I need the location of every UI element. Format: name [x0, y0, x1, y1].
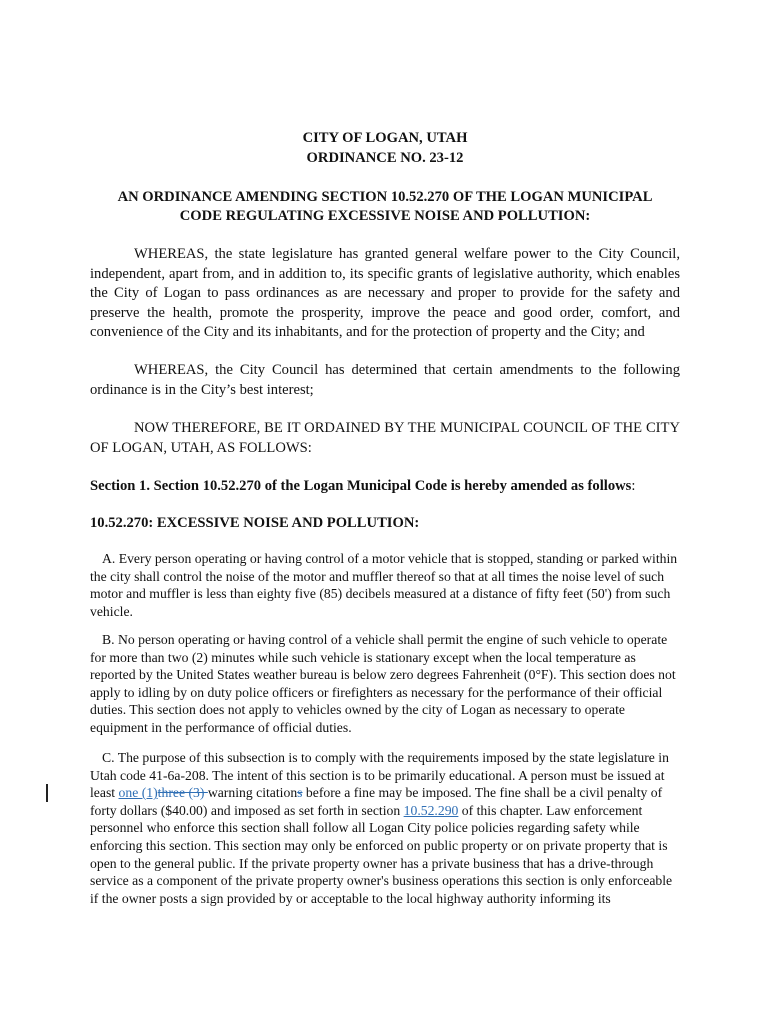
section-heading: 10.52.270: EXCESSIVE NOISE AND POLLUTION:	[90, 515, 420, 531]
paragraph-c-part-2: warning citation	[207, 785, 298, 801]
city-heading: CITY OF LOGAN, UTAH	[302, 130, 468, 146]
inserted-text: one (1)	[118, 785, 158, 801]
paragraph-c-part-1: C. The purpose of this subsection is to comply with the requirements imposed by the state legislature in Utah code 41-6a-208. The intent of this section is to be primarily educational. A person must be issued at least	[90, 750, 669, 801]
title-line-2: CODE REGULATING EXCESSIVE NOISE AND POLLUTION:	[179, 208, 591, 224]
paragraph-c	[90, 749, 682, 907]
revision-change-bar	[46, 784, 48, 802]
whereas-paragraph-2	[90, 361, 680, 400]
whereas-1-text: WHEREAS, the state legislature has granted general welfare power to the City Council, independent, apart from, and in addition to, its specific grants of legislative authority, which enables the City of Logan to pass ordinances as are necessary and proper to provide for the safety and preserve the health, promote the prosperity, improve the peace and good order, comfort, and convenience of the City and its inhabitants, and for the protection of property and the City; and	[90, 246, 680, 340]
ordinance-title	[90, 188, 680, 226]
section-1-statement	[90, 477, 680, 497]
deleted-text: three (3)	[157, 785, 208, 801]
section-link-10-52-290[interactable]: 10.52.290	[403, 802, 459, 818]
paragraph-b	[90, 631, 682, 737]
paragraph-a-text: A. Every person operating or having control of a motor vehicle that is stopped, standing or parked within the city shall control the noise of the motor and muffler thereof so that at all times the noise level of such motor and muffler is less than eighty five (85) decibels measured at a distance of fifty feet (50') from such vehicle.	[90, 551, 678, 619]
paragraph-c-part-4: of this chapter. Law enforcement personnel who enforce this section shall follow all Logan City police policies regarding safety while enforcing this section. This section may only be enforced on public property or on private property that is open to the general public. If the private property owner has a private business that has a drive-through service as a component of the private property owner's business operations this section is only enforceable if the owner posts a sign provided by or acceptable to the local highway authority informing its	[90, 802, 673, 906]
paragraph-a	[90, 550, 682, 620]
whereas-2-text: WHEREAS, the City Council has determined that certain amendments to the following ordinance is in the City’s best interest;	[90, 362, 680, 398]
deleted-plural-s: s	[297, 785, 303, 801]
section-1-colon: :	[631, 478, 636, 494]
ordinance-number: ORDINANCE NO. 23-12	[306, 150, 464, 166]
title-line-1: AN ORDINANCE AMENDING SECTION 10.52.270 OF THE LOGAN MUNICIPAL	[117, 189, 653, 205]
section-1-bold-text: Section 1. Section 10.52.270 of the Logan Municipal Code is hereby amended as follows	[90, 478, 632, 494]
now-therefore-text: NOW THEREFORE, BE IT ORDAINED BY THE MUNICIPAL COUNCIL OF THE CITY OF LOGAN, UTAH, AS FOLLOWS:	[90, 420, 680, 456]
paragraph-b-text: B. No person operating or having control of a vehicle shall permit the engine of such vehicle to operate for more than two (2) minutes while such vehicle is stationary except when the local temperature as reported by the United States weather bureau is below zero degrees Fahrenheit (0°F). This section does not apply to idling by on duty police officers or firefighters as necessary for the performance of their official duties. This section does not apply to vehicles owned by the city of Logan as necessary to operate equipment in the performance of official duties.	[90, 632, 676, 735]
now-therefore-paragraph	[90, 419, 680, 458]
paragraph-c-part-3: before a fine may be imposed. The fine shall be a civil penalty of forty dollars ($40.00) and imposed as set forth in section	[90, 785, 663, 818]
whereas-paragraph-1	[90, 245, 680, 343]
